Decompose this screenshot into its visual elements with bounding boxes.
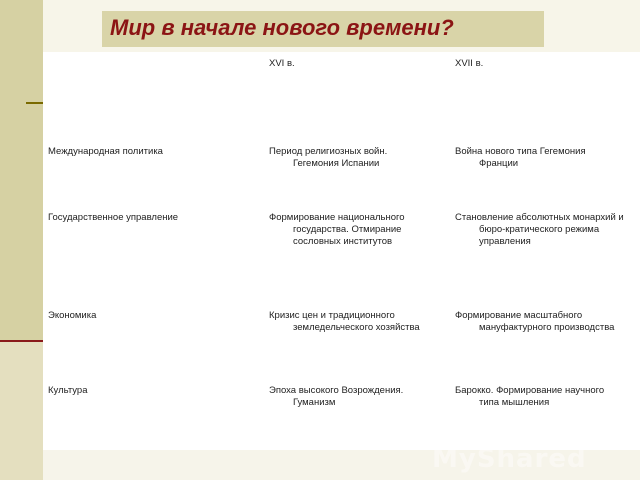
cell-line: Гуманизм — [293, 397, 336, 408]
cell-line: Эпоха высокого Возрождения. — [269, 385, 404, 396]
header-xvii-century: XVII в. — [455, 58, 484, 69]
cell-administration-xvii — [455, 212, 625, 248]
cell-line: бюро-кратического режима — [479, 224, 600, 235]
cell-line: Период религиозных войн. — [269, 146, 388, 157]
cell-line: Формирование масштабного — [455, 310, 583, 321]
cell-politics-xvi — [269, 146, 437, 170]
cell-line: Становление абсолютных монархий и — [455, 212, 624, 223]
decor-dash — [26, 102, 44, 104]
title-box — [102, 11, 544, 47]
cell-line: Кризис цен и традиционного — [269, 310, 395, 321]
row-label-economy: Экономика — [48, 310, 97, 321]
cell-line: земледельческого хозяйства — [293, 322, 420, 333]
cell-economy-xvi — [269, 310, 437, 334]
decor-accent-line — [0, 340, 43, 342]
cell-culture-xvi — [269, 385, 437, 409]
cell-administration-xvi — [269, 212, 437, 248]
row-label-state-administration: Государственное управление — [48, 212, 179, 223]
cell-line: управления — [479, 236, 531, 247]
cell-line: Гегемония Испании — [293, 158, 380, 169]
row-label-culture: Культура — [48, 385, 88, 396]
cell-line: Война нового типа Гегемония — [455, 146, 586, 157]
site-watermark: MyShared — [432, 444, 587, 474]
left-decor-band-lower — [0, 340, 43, 480]
cell-line: типа мышления — [479, 397, 550, 408]
cell-culture-xvii — [455, 385, 625, 409]
cell-line: сословных институтов — [293, 236, 393, 247]
cell-line: мануфактурного производства — [479, 322, 615, 333]
cell-line: Барокко. Формирование научного — [455, 385, 605, 396]
cell-line: Формирование национального — [269, 212, 405, 223]
cell-politics-xvii — [455, 146, 625, 170]
row-label-international-politics: Международная политика — [48, 146, 163, 157]
slide-title: Мир в начале нового времени? — [110, 15, 454, 40]
cell-line: государства. Отмирание — [293, 224, 402, 235]
cell-line: Франции — [479, 158, 519, 169]
header-xvi-century: XVI в. — [269, 58, 295, 69]
cell-economy-xvii — [455, 310, 625, 334]
